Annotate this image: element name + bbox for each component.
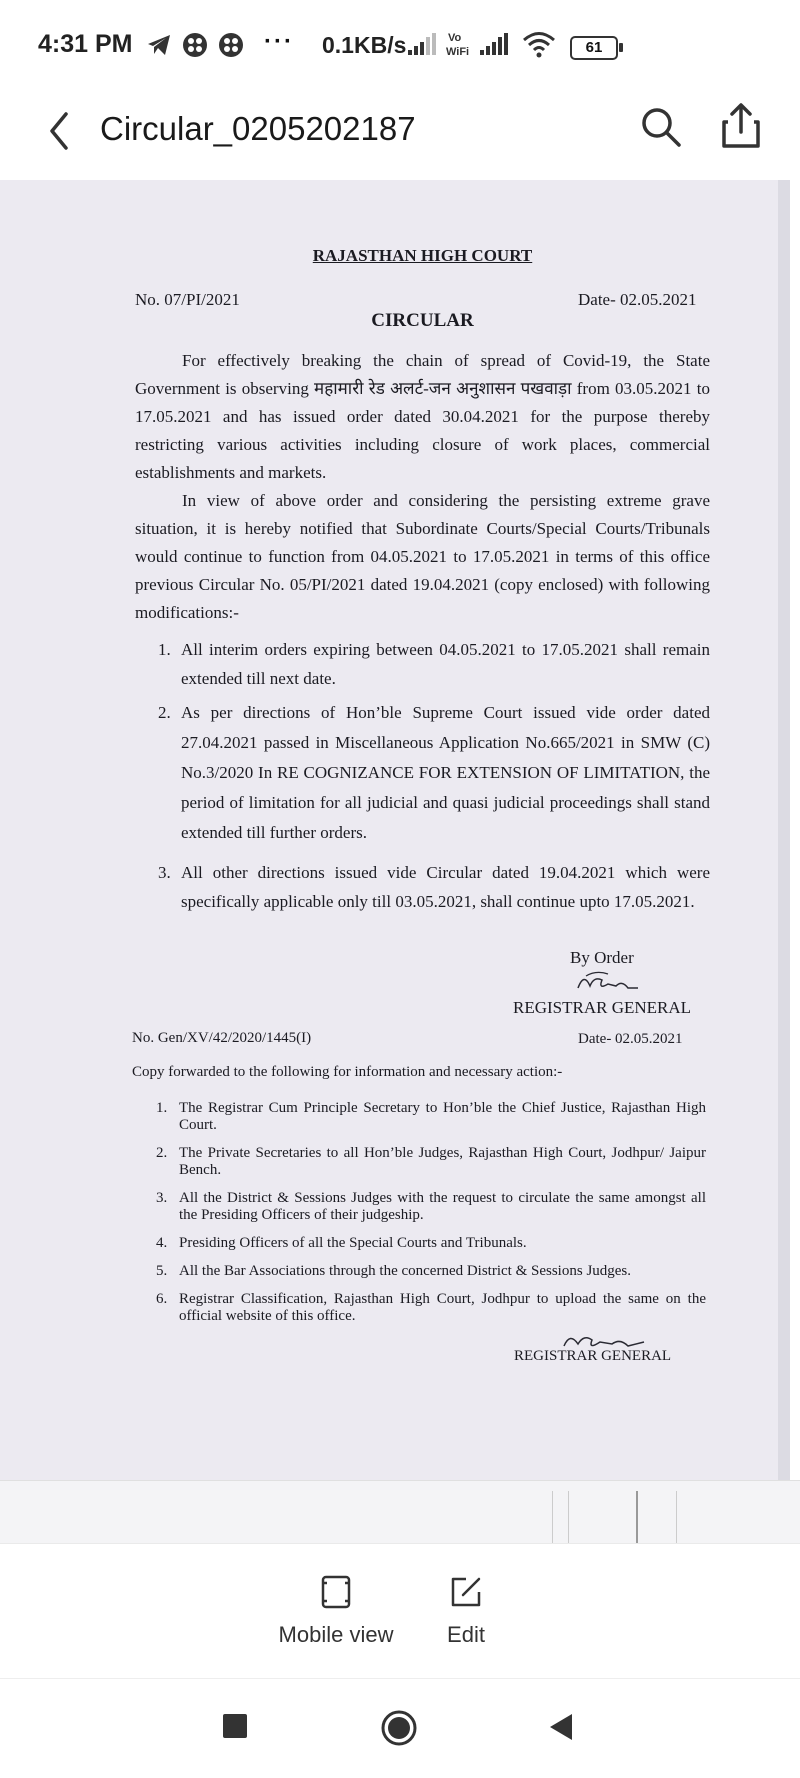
- paragraph-1: For effectively breaking the chain of spread of Covid-19, the State Government is observing महामारी रेड अलर्ट-जन अनुशासन पखवाड़ा from 03.05.2021 to 17.05.2021 and has issued order dated 30.04.2021 for the purpose thereby restricting various activities including closure of work places, commercial establishments and markets.: [135, 351, 710, 482]
- battery-icon: 61: [570, 36, 618, 60]
- list-item: [158, 635, 710, 693]
- endorsement-date: Date- 02.05.2021: [578, 1031, 683, 1047]
- edit-button[interactable]: [438, 1574, 494, 1648]
- divider: [568, 1491, 569, 1543]
- list-item-number: 3.: [156, 1190, 168, 1206]
- svg-text:WiFi: WiFi: [446, 46, 470, 58]
- list-item-number: 5.: [156, 1263, 168, 1279]
- signal-icon: [408, 33, 436, 55]
- circular-number: No. 07/PI/2021: [135, 290, 240, 309]
- divider: [676, 1491, 677, 1543]
- document-page[interactable]: [0, 180, 790, 1480]
- network-speed: 0.1KB/s: [322, 32, 407, 58]
- signal-icon: [480, 33, 508, 55]
- mobile-view-button[interactable]: [274, 1574, 398, 1648]
- list-item-number: 4.: [156, 1235, 168, 1251]
- by-order: By Order: [570, 948, 634, 967]
- edit-label: Edit: [447, 1622, 485, 1647]
- signature-image: [572, 968, 642, 1000]
- divider: [636, 1491, 638, 1543]
- list-item-number: 6.: [156, 1291, 168, 1307]
- copy-forwarded-note: Copy forwarded to the following for information and necessary action:-: [132, 1064, 563, 1080]
- mobile-view-label: Mobile view: [278, 1622, 394, 1647]
- list-item-text: All interim orders expiring between 04.05.2021 to 17.05.2021 shall remain extended till next date.: [181, 640, 710, 688]
- app-icon: [218, 32, 244, 58]
- bottom-toolbar: [0, 1543, 800, 1679]
- endorsement-number: No. Gen/XV/42/2020/1445(I): [132, 1030, 312, 1046]
- forward-list-item: [156, 1291, 706, 1325]
- mobile-view-icon: [318, 1574, 354, 1610]
- vowifi-icon: [446, 30, 476, 58]
- chevron-left-icon[interactable]: [40, 106, 80, 156]
- list-item-text: All other directions issued vide Circular dated 19.04.2021 which were specifically applicable only till 03.05.2021, shall continue upto 17.05.2021.: [181, 863, 710, 911]
- circular-date: Date- 02.05.2021: [578, 290, 697, 309]
- list-item: [158, 698, 710, 848]
- status-app-icons: [146, 32, 244, 58]
- registrar-general-label: REGISTRAR GENERAL: [514, 1348, 672, 1364]
- forward-list-item: [156, 1145, 706, 1179]
- list-item: [158, 858, 710, 916]
- list-item-number: 2.: [156, 1145, 168, 1161]
- divider: [552, 1491, 553, 1543]
- list-item-text: Registrar Classification, Rajasthan High Court, Jodhpur to upload the same on the official website of this office.: [179, 1291, 706, 1324]
- telegram-icon: [146, 32, 172, 58]
- forward-list-item: [156, 1100, 706, 1134]
- forward-list-item: [156, 1190, 706, 1224]
- wifi-icon: [522, 30, 556, 58]
- recents-square-icon[interactable]: [222, 1713, 248, 1739]
- circular-heading: CIRCULAR: [371, 310, 474, 331]
- forward-list-item: [156, 1235, 706, 1252]
- app-header: [0, 90, 800, 180]
- list-item-text: Presiding Officers of all the Special Courts and Tribunals.: [179, 1235, 527, 1251]
- share-icon[interactable]: [716, 100, 766, 152]
- more-dots-icon: ···: [264, 28, 294, 55]
- forward-list-item: [156, 1263, 706, 1280]
- list-item-text: All the District & Sessions Judges with the request to circulate the same amongst all the Presiding Officers of their judgeship.: [179, 1190, 706, 1223]
- registrar-general-label: REGISTRAR GENERAL: [513, 998, 692, 1017]
- list-item-number: 1.: [158, 640, 171, 659]
- page-edge-shade: [778, 180, 790, 1480]
- status-time: 4:31 PM: [38, 30, 133, 58]
- court-name: RAJASTHAN HIGH COURT: [312, 246, 533, 265]
- status-bar: [0, 0, 800, 90]
- svg-text:Vo: Vo: [448, 32, 462, 44]
- list-item-text: The Registrar Cum Principle Secretary to Hon’ble the Chief Justice, Rajasthan High Court.: [179, 1100, 706, 1133]
- home-circle-icon[interactable]: [380, 1709, 418, 1747]
- edit-icon: [448, 1574, 484, 1610]
- app-icon: [182, 32, 208, 58]
- list-item-text: As per directions of Hon’ble Supreme Court issued vide order dated 27.04.2021 passed in Miscellaneous Application No.665/2021 in SMW (C) No.3/2020 In RE COGNIZANCE FOR EXTENSION OF LIMITATION, the period of limitation for all judicial and quasi judicial proceedings shall stand extended till further orders.: [181, 703, 710, 842]
- list-item-number: 3.: [158, 863, 171, 882]
- paragraph-2: In view of above order and considering the persisting extreme grave situation, it is hereby notified that Subordinate Courts/Special Courts/Tribunals would continue to function from 04.05.2021 to 17.05.2021 in terms of this office previous Circular No. 05/PI/2021 dated 19.04.2021 (copy enclosed) with following modifications:-: [135, 491, 710, 622]
- list-item-number: 2.: [158, 703, 171, 722]
- list-item-number: 1.: [156, 1100, 168, 1116]
- system-nav-bar: [0, 1678, 800, 1778]
- search-icon[interactable]: [636, 102, 686, 152]
- document-scroll-area[interactable]: [0, 1480, 800, 1544]
- back-triangle-icon[interactable]: [548, 1713, 574, 1741]
- document-title: Circular_0205202187: [100, 110, 416, 147]
- list-item-text: The Private Secretaries to all Hon’ble Judges, Rajasthan High Court, Jodhpur/ Jaipur Bench.: [179, 1145, 706, 1178]
- list-item-text: All the Bar Associations through the concerned District & Sessions Judges.: [179, 1263, 632, 1279]
